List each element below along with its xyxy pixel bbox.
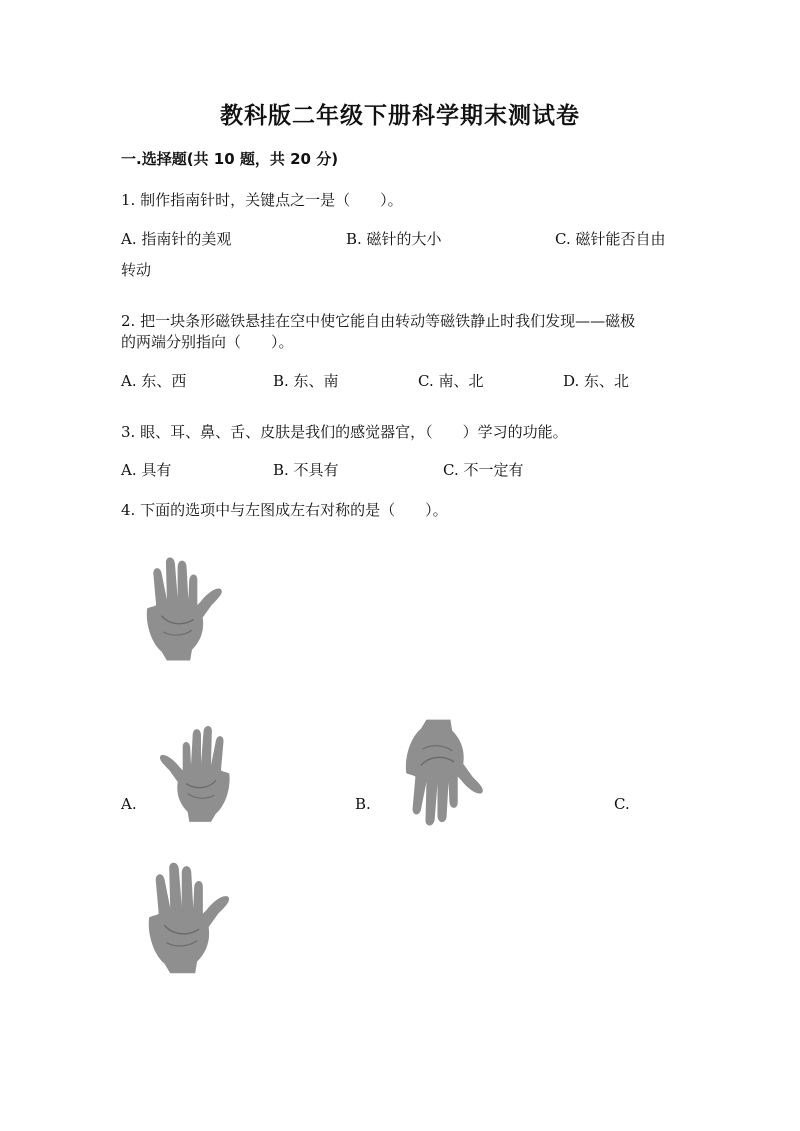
question-2-option-d: D. 东、北 [563, 372, 630, 390]
question-4-option-b-label: B. [355, 795, 371, 813]
question-3-option-c: C. 不一定有 [443, 461, 524, 479]
question-2-stem-line2: 的两端分别指向（ ）。 [121, 333, 294, 351]
question-2-option-c: C. 南、北 [418, 372, 484, 390]
page-title: 教科版二年级下册科学期末测试卷 [220, 103, 580, 129]
extra-hand-image [130, 858, 245, 978]
question-3-stem: 3. 眼、耳、鼻、舌、皮肤是我们的感觉器官，（ ）学习的功能。 [121, 423, 568, 441]
question-2-option-b: B. 东、南 [273, 372, 339, 390]
question-4-stem: 4. 下面的选项中与左图成左右对称的是（ ）。 [121, 501, 448, 519]
reference-hand-image [127, 553, 239, 665]
question-2-option-a: A. 东、西 [121, 372, 187, 390]
question-4-option-a-label: A. [121, 795, 137, 813]
question-1-option-c: C. 磁针能否自由 [555, 230, 666, 248]
section-heading: 一.选择题(共 10 题，共 20 分) [121, 150, 339, 168]
option-b-hand-image [388, 715, 498, 830]
question-2-stem-line1: 2. 把一块条形磁铁悬挂在空中使它能自由转动等磁铁静止时我们发现——磁极 [121, 312, 636, 330]
question-3-option-b: B. 不具有 [273, 461, 339, 479]
question-1-option-a: A. 指南针的美观 [121, 230, 232, 248]
question-3-option-a: A. 具有 [121, 461, 172, 479]
option-a-hand-image [145, 722, 247, 826]
question-1-stem: 1. 制作指南针时，关键点之一是（ ）。 [121, 191, 403, 209]
question-1-option-b: B. 磁针的大小 [346, 230, 442, 248]
question-1-option-c-wrap: 转动 [121, 261, 152, 279]
question-4-option-c-label: C. [614, 795, 630, 813]
